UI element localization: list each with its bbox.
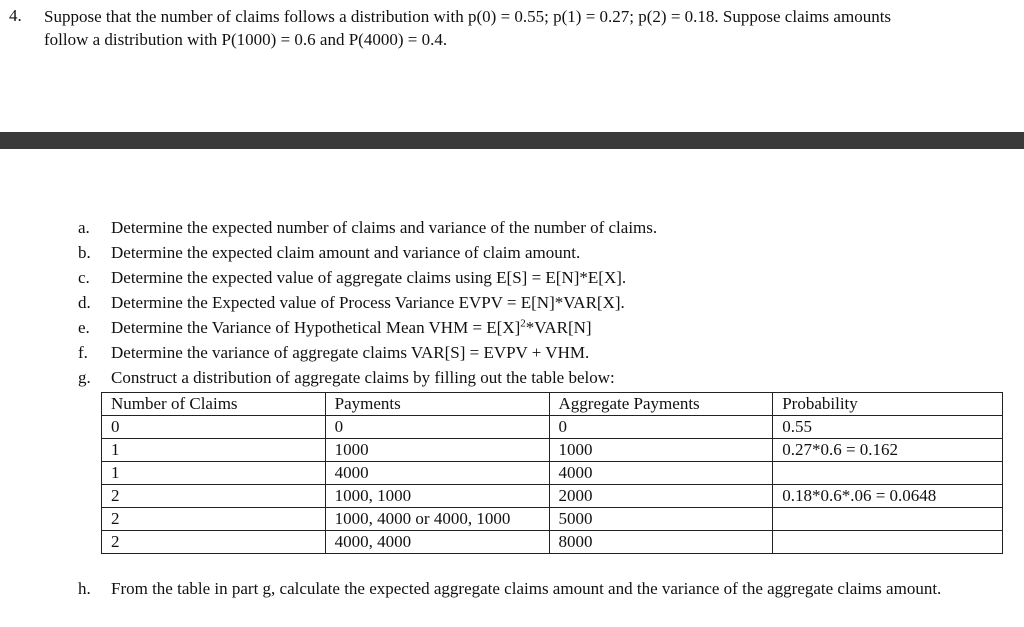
cell-payments: 4000 [325, 462, 549, 485]
table-row [102, 416, 1003, 439]
part-e [78, 317, 592, 339]
cell-payments: 1000 [325, 439, 549, 462]
part-text: Determine the Variance of Hypothetical Mean VHM = E[X] [111, 318, 521, 337]
part-f [78, 342, 589, 364]
cell-payments: 0 [325, 416, 549, 439]
question-line-1: Suppose that the number of claims follows a distribution with p(0) = 0.55; p(1) = 0.27; p(2) = 0.18. Suppose claims amounts [44, 7, 892, 26]
cell-number-of-claims: 2 [102, 485, 326, 508]
cell-number-of-claims: 2 [102, 508, 326, 531]
part-b [78, 242, 580, 264]
part-text-tail: *VAR[N] [525, 318, 592, 337]
cell-aggregate-payments: 5000 [549, 508, 773, 531]
cell-probability: 0.27*0.6 = 0.162 [773, 439, 1003, 462]
part-text: Determine the expected number of claims and variance of the number of claims. [111, 218, 658, 237]
cell-aggregate-payments: 8000 [549, 531, 773, 554]
cell-probability [773, 531, 1003, 554]
cell-probability: 0.18*0.6*.06 = 0.0648 [773, 485, 1003, 508]
cell-number-of-claims: 1 [102, 439, 326, 462]
aggregate-claims-table [101, 392, 1003, 554]
cell-number-of-claims: 2 [102, 531, 326, 554]
header-probability: Probability [773, 393, 1003, 416]
cell-probability: 0.55 [773, 416, 1003, 439]
part-letter: d. [78, 293, 91, 312]
part-text: Determine the Expected value of Process Variance EVPV = E[N]*VAR[X]. [111, 293, 625, 312]
cell-aggregate-payments: 2000 [549, 485, 773, 508]
cell-probability [773, 508, 1003, 531]
part-letter: e. [78, 318, 90, 337]
part-d [78, 292, 625, 314]
question-text [44, 5, 1004, 51]
table-row [102, 485, 1003, 508]
table-row [102, 462, 1003, 485]
part-text: Determine the variance of aggregate claims VAR[S] = EVPV + VHM. [111, 343, 590, 362]
part-letter: h. [78, 579, 91, 598]
cell-payments: 4000, 4000 [325, 531, 549, 554]
table-row [102, 531, 1003, 554]
part-letter: c. [78, 268, 90, 287]
question-line-2: follow a distribution with P(1000) = 0.6 and P(4000) = 0.4. [44, 30, 448, 49]
part-letter: f. [78, 343, 88, 362]
question-number: 4. [9, 6, 22, 25]
part-h [78, 576, 998, 601]
part-c [78, 267, 626, 289]
part-a [78, 217, 657, 239]
cell-aggregate-payments: 4000 [549, 462, 773, 485]
cell-aggregate-payments: 1000 [549, 439, 773, 462]
header-number-of-claims: Number of Claims [102, 393, 326, 416]
part-letter: g. [78, 368, 91, 387]
table-header-row [102, 393, 1003, 416]
table-row [102, 508, 1003, 531]
cell-payments: 1000, 4000 or 4000, 1000 [325, 508, 549, 531]
header-payments: Payments [325, 393, 549, 416]
cell-number-of-claims: 0 [102, 416, 326, 439]
part-letter: a. [78, 218, 90, 237]
part-text: From the table in part g, calculate the expected aggregate claims amount and the variance of the aggregate claims amount. [111, 579, 942, 598]
header-aggregate-payments: Aggregate Payments [549, 393, 773, 416]
part-text: Determine the expected claim amount and variance of claim amount. [111, 243, 581, 262]
dark-divider-bar [0, 132, 1024, 149]
superscript-exponent: 2 [520, 317, 526, 330]
cell-payments: 1000, 1000 [325, 485, 549, 508]
cell-number-of-claims: 1 [102, 462, 326, 485]
cell-probability [773, 462, 1003, 485]
part-g [78, 367, 615, 389]
part-text: Construct a distribution of aggregate claims by filling out the table below: [111, 368, 615, 387]
part-text: Determine the expected value of aggregate claims using E[S] = E[N]*E[X]. [111, 268, 627, 287]
cell-aggregate-payments: 0 [549, 416, 773, 439]
table-row [102, 439, 1003, 462]
part-letter: b. [78, 243, 91, 262]
